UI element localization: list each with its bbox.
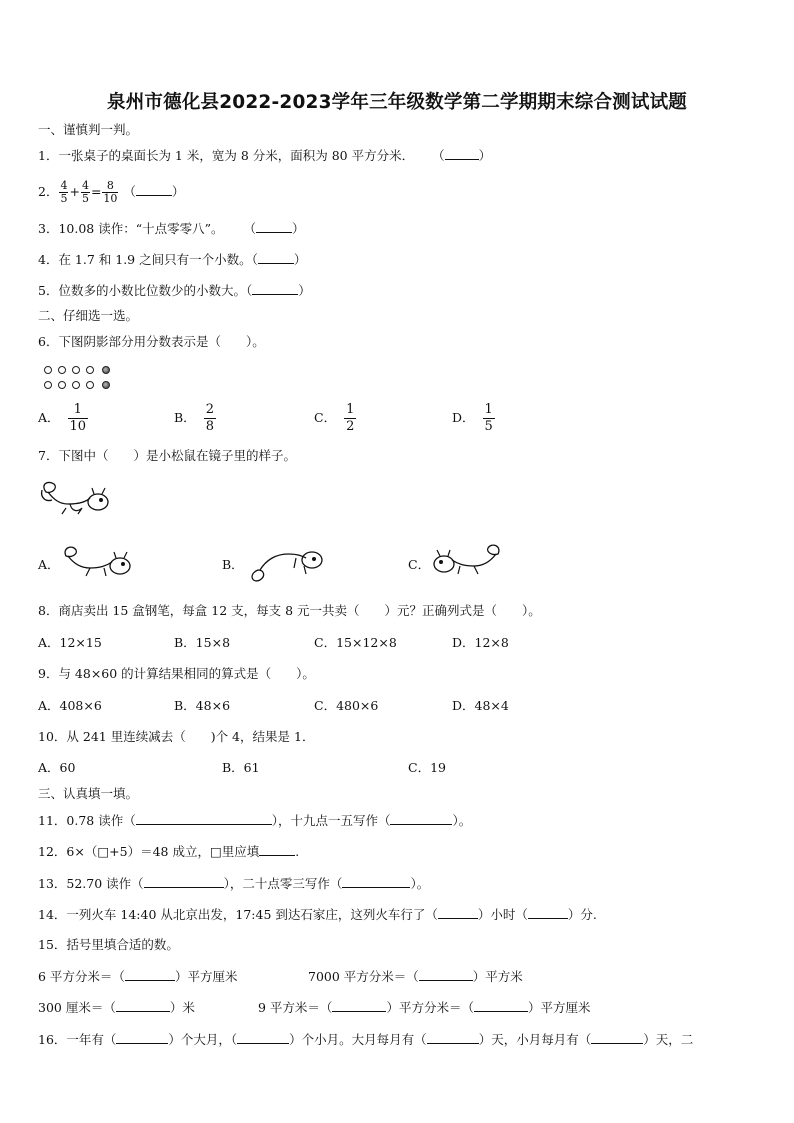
answer-blank[interactable] [528, 906, 568, 919]
q7-option-c[interactable]: C． [408, 557, 431, 572]
q9-option-c[interactable]: C．480×6 [314, 698, 379, 713]
q8-option-c[interactable]: C．15×12×8 [314, 635, 397, 650]
fraction: $\frac{2}{8}$ [205, 402, 214, 434]
dot [58, 381, 66, 389]
question-15-row-1: 6 平方分米＝（ ）平方厘米 [38, 969, 238, 984]
dot [44, 381, 52, 389]
dot [86, 381, 94, 389]
fraction: $\frac{4}{5}$ [60, 179, 68, 205]
question-6: 6．下图阴影部分用分数表示是（ ）。 [38, 334, 265, 349]
fraction: $\frac{1}{5}$ [484, 402, 493, 434]
fraction: $\frac{8}{10}$ [103, 179, 118, 205]
question-15-row-2: 300 厘米＝（ ）米 [38, 1000, 195, 1015]
q9-option-b[interactable]: B．48×6 [174, 698, 231, 713]
question-15-row-2b: 9 平方米＝（ ）平方分米＝（ ）平方厘米 [258, 1000, 591, 1015]
fraction: $\frac{1}{10}$ [69, 402, 87, 434]
answer-blank[interactable] [332, 999, 386, 1012]
question-13: 13．52.70 读作（ ），二十点零三写作（ ）。 [38, 876, 430, 891]
answer-blank-3[interactable] [256, 220, 292, 233]
dot [44, 366, 52, 374]
fraction: $\frac{4}{5}$ [81, 179, 89, 205]
q9-option-d[interactable]: D．48×4 [452, 698, 509, 713]
squirrel-image [60, 544, 134, 582]
squirrel-image [38, 478, 112, 520]
answer-blank[interactable] [342, 875, 410, 888]
question-7: 7．下图中（ ）是小松鼠在镜子里的样子。 [38, 448, 296, 463]
q8-option-d[interactable]: D．12×8 [452, 635, 509, 650]
answer-blank[interactable] [419, 968, 473, 981]
answer-blank[interactable] [259, 843, 295, 856]
question-15-row-1b: 7000 平方分米＝（ ）平方米 [308, 969, 523, 984]
answer-blank[interactable] [125, 968, 175, 981]
q7-option-b[interactable]: B． [222, 557, 244, 572]
question-5: 5．位数多的小数比位数少的小数大。（ ） [38, 283, 311, 298]
answer-blank[interactable] [237, 1031, 289, 1044]
q8-option-b[interactable]: B．15×8 [174, 635, 231, 650]
q6-option-d[interactable]: D． $\frac{1}{5}$ [452, 402, 493, 434]
shaded-dots-figure [44, 366, 116, 396]
question-1-text: 1．一张桌子的桌面长为 1 米，宽为 8 分米，面积为 80 平方分米． [38, 148, 415, 163]
question-14: 14．一列火车 14:40 从北京出发，17:45 到达石家庄，这列火车行了（ ）小时（ ）分. [38, 907, 597, 922]
question-16: 16．一年有（ ）个大月，（ ）个小月。大月每月有（ ）天，小月每月有（ ）天，二 [38, 1032, 694, 1047]
answer-blank[interactable] [427, 1031, 479, 1044]
answer-blank-2[interactable] [136, 183, 172, 196]
question-4: 4．在 1.7 和 1.9 之间只有一个小数。（ ） [38, 252, 307, 267]
squirrel-image [246, 544, 324, 584]
answer-blank[interactable] [116, 1031, 168, 1044]
q10-option-b[interactable]: B．61 [222, 760, 260, 775]
question-12: 12．6×（□+5）＝48 成立，□里应填 . [38, 844, 300, 859]
q10-option-a[interactable]: A．60 [38, 760, 76, 775]
answer-blank[interactable] [136, 812, 272, 825]
squirrel-image [430, 542, 504, 582]
q6-option-c[interactable]: C． $\frac{1}{2}$ [314, 402, 355, 434]
section-heading-2: 二、仔细选一选。 [38, 308, 139, 323]
answer-blank-5[interactable] [252, 282, 298, 295]
answer-blank[interactable] [438, 906, 478, 919]
question-15: 15．括号里填合适的数。 [38, 937, 179, 952]
shaded-dot [102, 366, 110, 374]
q6-option-b[interactable]: B． $\frac{2}{8}$ [174, 402, 214, 434]
question-2: 2． $\frac{4}{5}$ + $\frac{4}{5}$ = $\frac{8}{10}$ （ ） [38, 179, 185, 205]
page-title: 泉州市德化县2022-2023学年三年级数学第二学期期末综合测试试题 [107, 92, 687, 113]
answer-blank[interactable] [390, 812, 452, 825]
dot [58, 366, 66, 374]
fraction: $\frac{1}{2}$ [346, 402, 355, 434]
answer-blank[interactable] [116, 999, 170, 1012]
answer-blank[interactable] [144, 875, 224, 888]
dot [72, 366, 80, 374]
question-10: 10．从 241 里连续减去（ )个 4，结果是 1． [38, 729, 315, 744]
q10-option-c[interactable]: C．19 [408, 760, 446, 775]
question-8: 8．商店卖出 15 盒钢笔，每盒 12 支，每支 8 元一共卖（ ）元？正确列式是（ ）。 [38, 603, 541, 618]
q8-option-a[interactable]: A．12×15 [38, 635, 102, 650]
q6-option-a[interactable]: A． $\frac{1}{10}$ [38, 402, 87, 434]
section-heading-3: 三、认真填一填。 [38, 786, 139, 801]
answer-blank[interactable] [474, 999, 528, 1012]
section-heading-1: 一、谨慎判一判。 [38, 122, 139, 137]
dot [86, 366, 94, 374]
q7-option-a[interactable]: A． [38, 557, 60, 572]
question-1: 1．一张桌子的桌面长为 1 米，宽为 8 分米，面积为 80 平方分米． （ ） [38, 148, 492, 163]
q9-option-a[interactable]: A．408×6 [38, 698, 102, 713]
answer-blank[interactable] [591, 1031, 643, 1044]
shaded-dot [102, 381, 110, 389]
answer-blank-1[interactable] [445, 147, 479, 160]
question-3: 3．10.08 读作：“十点零零八”。 （ ） [38, 221, 305, 236]
question-11: 11．0.78 读作（ ），十九点一五写作（ ）。 [38, 813, 472, 828]
dot [72, 381, 80, 389]
answer-blank-4[interactable] [258, 251, 294, 264]
question-9: 9．与 48×60 的计算结果相同的算式是（ ）。 [38, 666, 315, 681]
